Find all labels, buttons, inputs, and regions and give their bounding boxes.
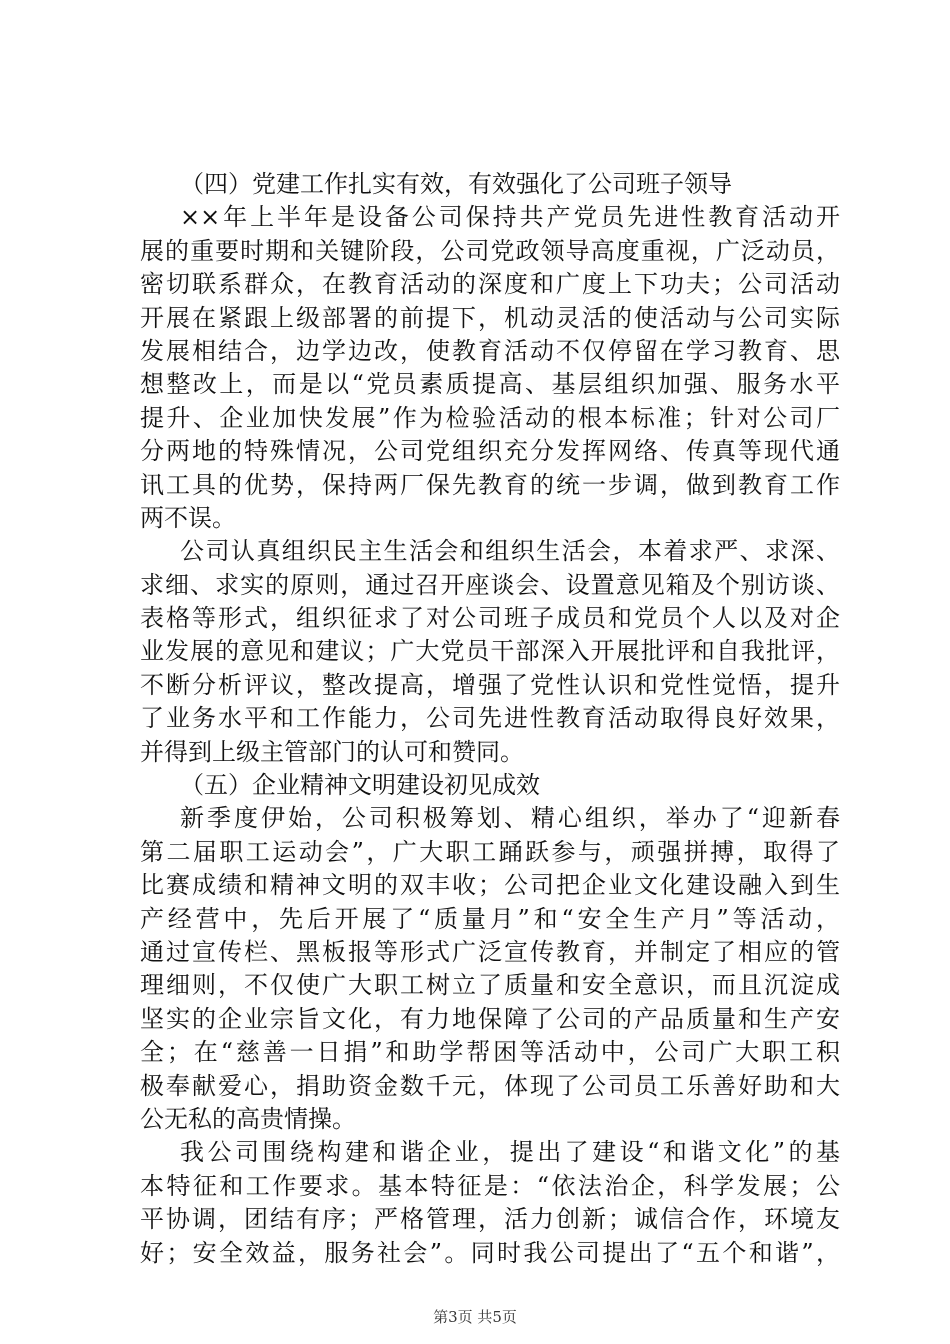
paragraph-line: 表格等形式，组织征求了对公司班子成员和党员个人以及对企 — [140, 604, 840, 633]
paragraph-line: 发展相结合，边学边改，使教育活动不仅停留在学习教育、思 — [140, 336, 840, 365]
paragraph-democratic-life — [140, 535, 840, 769]
paragraph-line: 公司认真组织民主生活会和组织生活会，本着求严、求深、 — [180, 537, 840, 566]
paragraph-line: 讯工具的优势，保持两厂保先教育的统一步调，做到教育工作 — [140, 470, 840, 499]
paragraph-line: 平协调，团结有序；严格管理，活力创新；诚信合作，环境友 — [140, 1205, 840, 1234]
paragraph-line: 比赛成绩和精神文明的双丰收；公司把企业文化建设融入到生 — [140, 871, 840, 900]
paragraph-line: 提升、企业加快发展”作为检验活动的根本标准；针对公司厂 — [140, 403, 840, 432]
paragraph-line: 业发展的意见和建议；广大党员干部深入开展批评和自我批评， — [140, 637, 840, 666]
paragraph-line: 我公司围绕构建和谐企业，提出了建设“和谐文化”的基 — [180, 1138, 840, 1167]
paragraph-harmonious-culture — [140, 1136, 840, 1270]
paragraph-line: 展的重要时期和关键阶段，公司党政领导高度重视，广泛动员， — [140, 236, 840, 265]
paragraph-line: 不断分析评议，整改提高，增强了党性认识和党性觉悟，提升 — [140, 670, 840, 699]
document-body — [140, 168, 840, 1270]
paragraph-line: 了业务水平和工作能力，公司先进性教育活动取得良好效果， — [140, 704, 840, 733]
paragraph-line: 产经营中，先后开展了“质量月”和“安全生产月”等活动， — [140, 904, 840, 933]
paragraph-line: 全；在“慈善一日捐”和助学帮困等活动中，公司广大职工积 — [140, 1038, 840, 1067]
paragraph-line: 密切联系群众，在教育活动的深度和广度上下功夫；公司活动 — [140, 270, 840, 299]
section-heading-5: （五）企业精神文明建设初见成效 — [180, 771, 540, 800]
paragraph-line: 第二届职工运动会”，广大职工踊跃参与，顽强拼搏，取得了 — [140, 837, 840, 866]
paragraph-line: 求细、求实的原则，通过召开座谈会、设置意见箱及个别访谈、 — [140, 570, 840, 599]
paragraph-line: 通过宣传栏、黑板报等形式广泛宣传教育，并制定了相应的管 — [140, 937, 840, 966]
paragraph-line: 坚实的企业宗旨文化，有力地保障了公司的产品质量和生产安 — [140, 1004, 840, 1033]
paragraph-line: ××年上半年是设备公司保持共产党员先进性教育活动开 — [180, 203, 840, 232]
paragraph-line: 开展在紧跟上级部署的前提下，机动灵活的使活动与公司实际 — [140, 303, 840, 332]
paragraph-line: 两不误。 — [140, 503, 236, 532]
paragraph-line: 公无私的高贵情操。 — [140, 1104, 356, 1133]
paragraph-line: 并得到上级主管部门的认可和赞同。 — [140, 737, 524, 766]
paragraph-party-building — [140, 201, 840, 535]
paragraph-line: 本特征和工作要求。基本特征是：“依法治企，科学发展；公 — [140, 1171, 840, 1200]
paragraph-spiritual-civilization — [140, 802, 840, 1136]
section-heading-4: （四）党建工作扎实有效，有效强化了公司班子领导 — [180, 170, 732, 198]
page-number-footer: 第3页 共5页 — [433, 1308, 517, 1326]
paragraph-line: 理细则，不仅使广大职工树立了质量和安全意识，而且沉淀成 — [140, 971, 840, 1000]
paragraph-line: 新季度伊始，公司积极筹划、精心组织，举办了“迎新春 — [180, 804, 840, 833]
paragraph-line: 好；安全效益，服务社会”。同时我公司提出了“五个和谐”， — [140, 1238, 840, 1267]
paragraph-line: 想整改上，而是以“党员素质提高、基层组织加强、服务水平 — [140, 370, 840, 399]
paragraph-line: 极奉献爱心，捐助资金数千元，体现了公司员工乐善好助和大 — [140, 1071, 840, 1100]
paragraph-line: 分两地的特殊情况，公司党组织充分发挥网络、传真等现代通 — [140, 437, 840, 466]
